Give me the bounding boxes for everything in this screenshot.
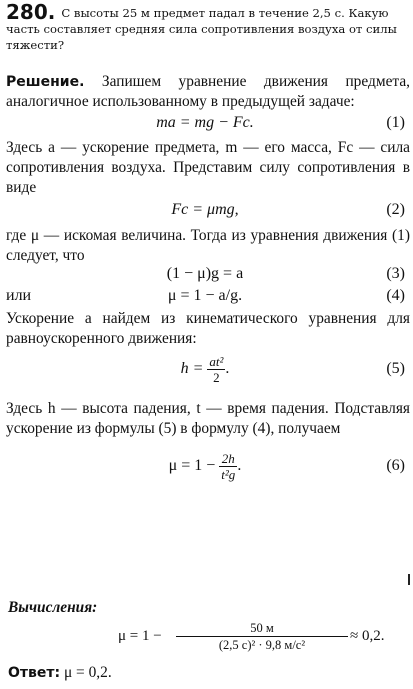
- print-speck: [408, 574, 410, 585]
- calculation-expression: [118, 620, 398, 660]
- solution-paragraph-3: где μ — искомая величина. Тогда из уравнения движения (1) следует, что: [6, 227, 410, 264]
- equation-1: [0, 114, 413, 138]
- solution-paragraph-5: Здесь h — высота падения, t — время падения. Подставляя ускорение из формулы (5) в формулу (4), получаем: [6, 400, 410, 437]
- equation-6-lhs: μ = 1 −: [168, 457, 216, 475]
- equation-5-fraction: [207, 354, 225, 385]
- equation-1-expression: ma = mg − Fc.: [156, 114, 254, 131]
- solution-text-1: Запишем уравнение движения предмета, аналогичное использованному в предыдущей задаче:: [6, 73, 410, 110]
- solution-label: Решение.: [6, 74, 85, 90]
- equation-6-period: .: [237, 457, 242, 475]
- calculation-label: Вычисления:: [8, 599, 98, 616]
- equation-5-numerator: at²: [209, 354, 224, 369]
- equation-6-expression: [120, 451, 290, 482]
- equation-1-number: (1): [386, 114, 405, 131]
- equation-4-number: (4): [386, 287, 405, 304]
- equation-4-expression: μ = 1 − a/g.: [167, 287, 243, 304]
- equation-2-number: (2): [386, 201, 405, 218]
- calculation-denominator: (2,5 с)² · 9,8 м/с²: [218, 638, 306, 652]
- equation-5-number: (5): [386, 360, 405, 377]
- equation-2-expression: Fc = μmg,: [171, 201, 239, 218]
- equation-6-numerator: 2h: [219, 451, 237, 467]
- problem-statement: [6, 0, 408, 53]
- equation-4-prefix: или: [6, 287, 32, 304]
- equation-6-denominator: t²g: [221, 467, 236, 482]
- solution-paragraph-1: [6, 72, 410, 112]
- problem-text: С высоты 25 м предмет падал в течение 2,5 с. Какую часть составляет средняя сила сопротивления воздуха от силы тяжести?: [6, 6, 397, 52]
- answer: [8, 664, 112, 682]
- calculation-fraction: [176, 620, 348, 653]
- solution-paragraph-4: Ускорение a найдем из кинематического уравнения для равноускоренного движения:: [6, 310, 410, 347]
- calculation-result: ≈ 0,2.: [350, 628, 385, 644]
- equation-5-denominator: 2: [213, 370, 220, 385]
- equation-3-number: (3): [386, 265, 405, 282]
- answer-value: μ = 0,2.: [63, 664, 112, 681]
- equation-3: [0, 265, 413, 289]
- equation-2: [0, 201, 413, 225]
- equation-5-lhs: h =: [180, 360, 204, 378]
- calculation-lhs: μ = 1 −: [118, 628, 162, 644]
- equation-5-expression: [120, 354, 290, 385]
- equation-4: [0, 287, 413, 311]
- equation-6-fraction: [219, 451, 237, 482]
- answer-label: Ответ:: [8, 665, 61, 681]
- equation-3-expression: (1 − μ)g = a: [166, 265, 244, 282]
- equation-5-period: .: [225, 360, 230, 378]
- equation-6: [0, 449, 413, 485]
- solution-paragraph-2: Здесь a — ускорение предмета, m — его масса, Fc — сила сопротивления воздуха. Представим силу сопротивления в виде: [6, 139, 410, 196]
- equation-6-number: (6): [386, 457, 405, 474]
- problem-number: 280.: [6, 0, 56, 24]
- calculation-numerator: 50 м: [176, 620, 348, 637]
- equation-5: [0, 352, 413, 388]
